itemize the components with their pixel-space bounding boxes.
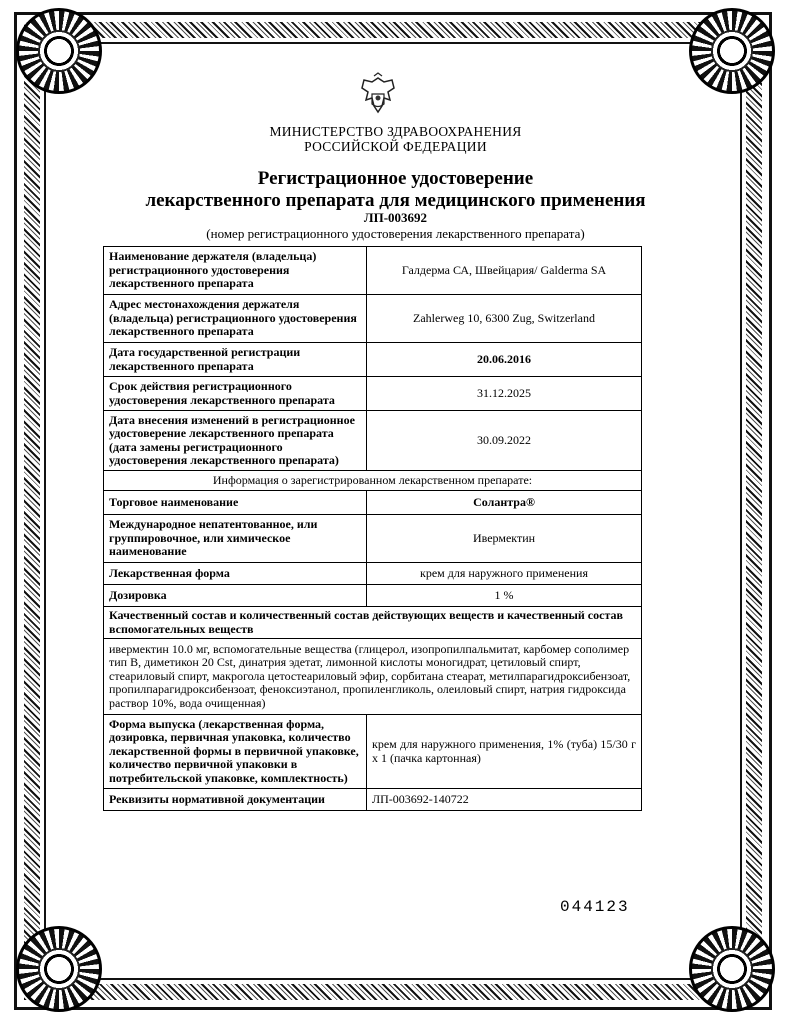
dosage-label: Дозировка [104,585,367,607]
reg-date-label: Дата государственной регистрации лекарственного препарата [104,343,367,377]
ministry-name [0,124,791,154]
title-line-2: лекарственного препарата для медицинского применения [145,190,646,211]
address-value: Zahlerweg 10, 6300 Zug, Switzerland [367,295,642,343]
registration-number: ЛП-003692 [363,210,428,225]
validity-label: Срок действия регистрационного удостоверения лекарственного препарата [104,377,367,411]
trade-name-value: Солантра® [367,491,642,515]
info-section-header: Информация о зарегистрированном лекарственном препарате: [104,471,642,491]
blank-serial-number: 044123 [560,898,630,916]
changes-value: 30.09.2022 [367,411,642,471]
table-row [104,585,642,607]
dosage-form-label: Лекарственная форма [104,563,367,585]
corner-rosette-bottom-left [16,926,102,1012]
holder-value: Галдерма СА, Швейцария/ Galderma SA [367,247,642,295]
normative-doc-label: Реквизиты нормативной документации [104,789,367,811]
reg-date-value: 20.06.2016 [367,343,642,377]
table-row [104,607,642,639]
table-row [104,471,642,491]
table-row [104,411,642,471]
table-row [104,247,642,295]
release-form-value: крем для наружного применения, 1% (туба) 15/30 г х 1 (пачка картонная) [367,715,642,789]
table-row [104,639,642,715]
holder-label: Наименование держателя (владельца) регистрационного удостоверения лекарственного препарата [104,247,367,295]
ministry-line-2: РОССИЙСКОЙ ФЕДЕРАЦИИ [304,139,487,154]
corner-rosette-top-right [689,8,775,94]
registration-number-caption: (номер регистрационного удостоверения лекарственного препарата) [206,226,585,241]
table-row [104,563,642,585]
corner-rosette-bottom-right [689,926,775,1012]
validity-value: 31.12.2025 [367,377,642,411]
table-row [104,715,642,789]
composition-header: Качественный состав и количественный состав действующих веществ и качественный состав вспомогательных веществ [104,607,642,639]
table-row [104,377,642,411]
table-row [104,515,642,563]
title-line-1: Регистрационное удостоверение [257,168,534,189]
normative-doc-value: ЛП-003692-140722 [367,789,642,811]
release-form-label: Форма выпуска (лекарственная форма, дозировка, первичная упаковка, количество лекарственной формы в первичной упаковке, количество первичной упаковки в потребительской упаковке, комплектность) [104,715,367,789]
inn-label: Международное непатентованное, или группировочное, или химическое наименование [104,515,367,563]
ministry-line-1: МИНИСТЕРСТВО ЗДРАВООХРАНЕНИЯ [269,124,522,139]
composition-value: ивермектин 10.0 мг, вспомогательные вещества (глицерол, изопропилпальмитат, карбомер сополимер тип В, диметикон 20 Cst, динатрия эдетат, лимонной кислоты моногидрат, цетиловый спирт, стеариловый спирт, макрогола цетостеариловый эфир, сорбитана стеарат, метилпарагидроксибензоат, пропилпарагидроксибензоат, феноксиэтанол, пропиленгликоль, олеиловый спирт, натрия гидроксида раствор 10%, вода очищенная) [104,639,642,715]
coat-of-arms-icon [354,72,402,120]
dosage-form-value: крем для наружного применения [367,563,642,585]
certificate-table [103,246,642,811]
table-row [104,343,642,377]
address-label: Адрес местонахождения держателя (владельца) регистрационного удостоверения лекарственного препарата [104,295,367,343]
inn-value: Ивермектин [367,515,642,563]
table-row [104,295,642,343]
dosage-value: 1 % [367,585,642,607]
trade-name-label: Торговое наименование [104,491,367,515]
table-row [104,789,642,811]
changes-label: Дата внесения изменений в регистрационное удостоверение лекарственного препарата (дата замены регистрационного удостоверения лекарственного препарата) [104,411,367,471]
table-row [104,491,642,515]
corner-rosette-top-left [16,8,102,94]
document-title [0,168,791,212]
